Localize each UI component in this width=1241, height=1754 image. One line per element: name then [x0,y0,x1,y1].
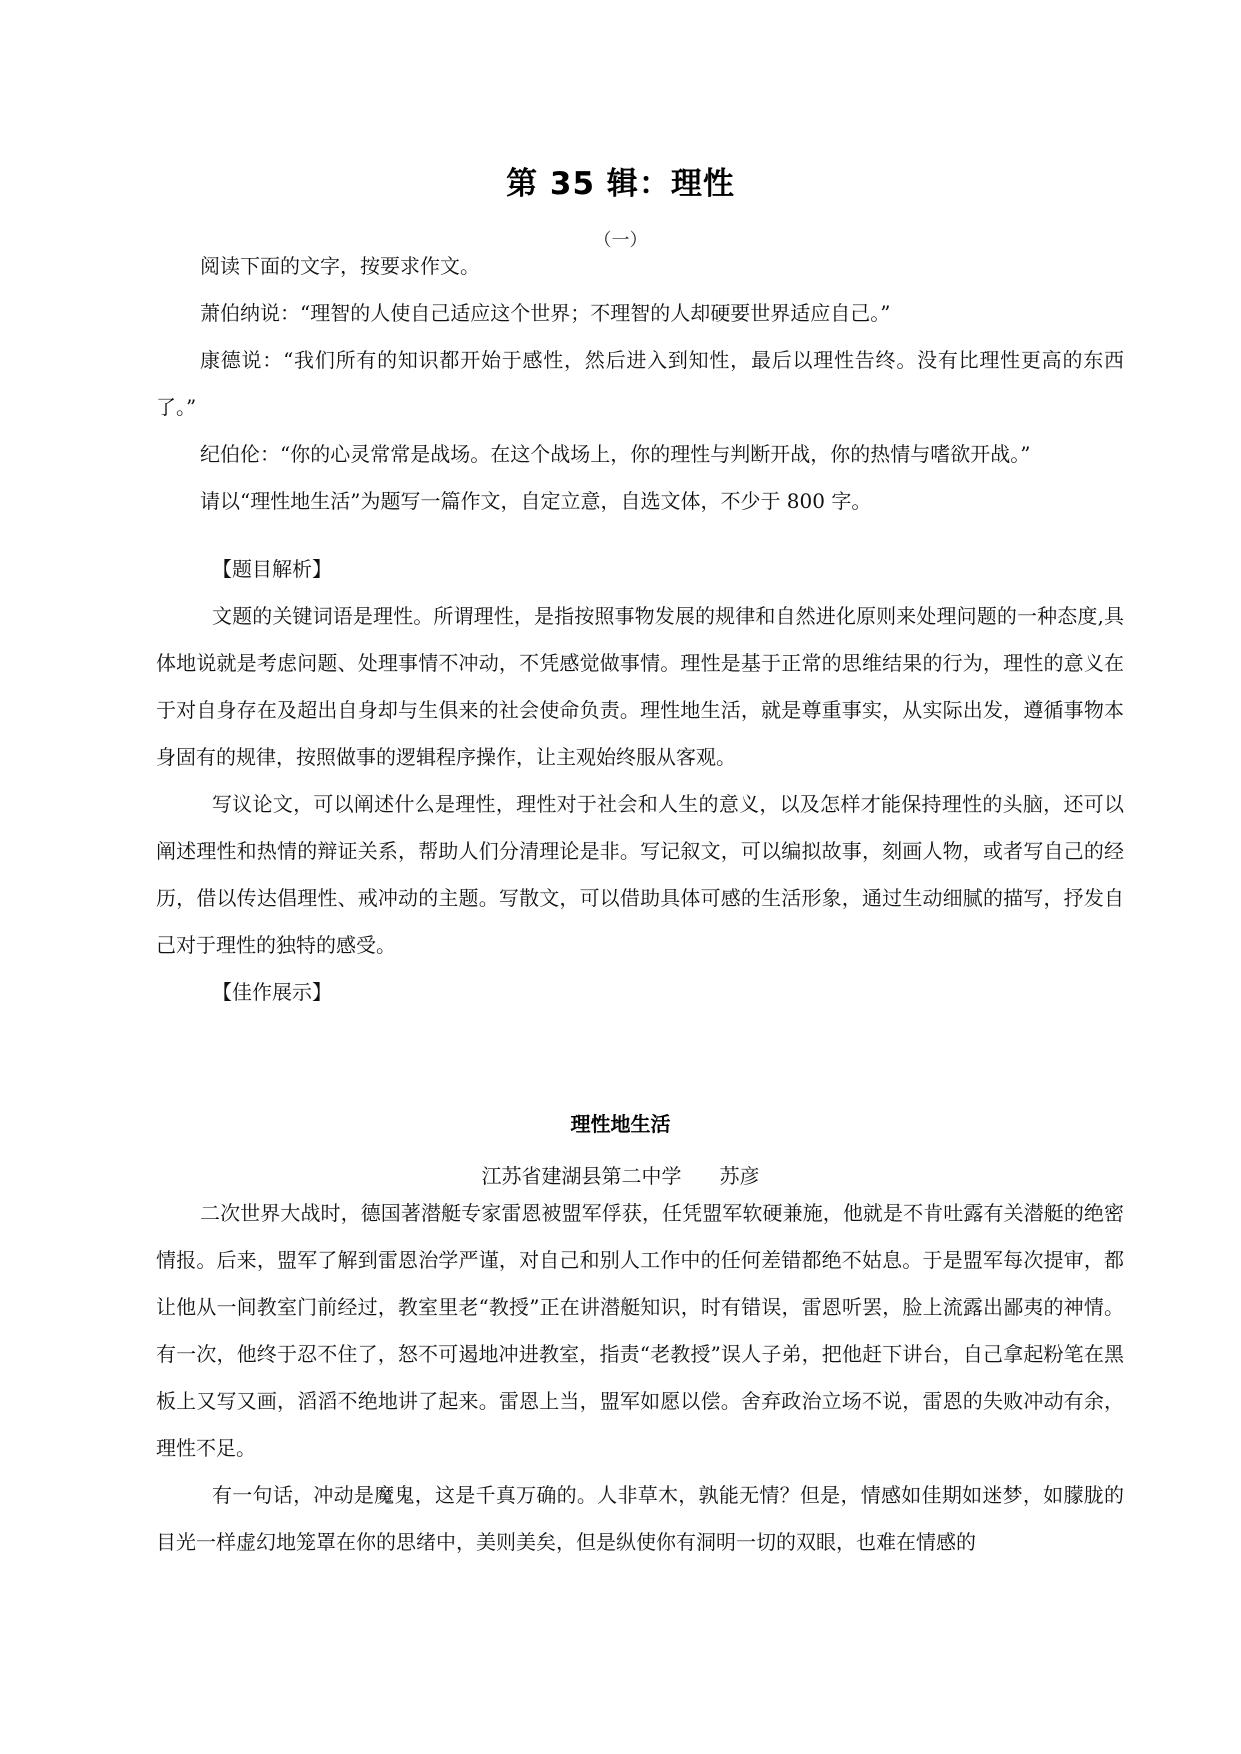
prompt-quote-gibran: 纪伯伦：“你的心灵常常是战场。在这个战场上，你的理性与判断开战，你的热情与嗜欲开战。” [200,442,1031,466]
part-number: （一） [593,230,648,251]
prompt-requirement: 请以“理性地生活”为题写一篇作文，自定立意，自选文体，不少于 800 字。 [200,489,872,513]
essay-title: 理性地生活 [570,1112,671,1136]
author-school: 江苏省建湖县第二中学 [481,1164,682,1188]
analysis-section [156,546,1124,1016]
prompt-instruction: 阅读下面的文字，按要求作文。 [200,254,480,278]
analysis-paragraph-2: 写议论文，可以阐述什么是理性，理性对于社会和人生的意义，以及怎样才能保持理性的头脑，还可以阐述理性和热情的辩证关系，帮助人们分清理论是非。写记叙文，可以编拟故事，刻画人物，或者写自己的经历，借以传达倡理性、戒冲动的主题。写散文，可以借助具体可感的生活形象，通过生动细腻的描写，抒发自己对于理性的独特的感受。 [156,792,1124,957]
author-name: 苏彦 [719,1164,760,1188]
essay-paragraph-2: 有一句话，冲动是魔鬼，这是千真万确的。人非草木，孰能无情？但是，情感如佳期如迷梦，如朦胧的目光一样虚幻地笼罩在你的思绪中，美则美矣，但是纵使你有洞明一切的双眼，也难在情感的 [156,1483,1124,1554]
essay-body [156,1190,1124,1566]
analysis-heading: 【题目解析】 [212,557,332,581]
analysis-paragraph-1: 文题的关键词语是理性。所谓理性，是指按照事物发展的规律和自然进化原则来处理问题的一种态度,具体地说就是考虑问题、处理事情不冲动，不凭感觉做事情。理性是基于正常的思维结果的行为，理性的意义在于对自身存在及超出自身却与生俱来的社会使命负责。理性地生活，就是尊重事实，从实际出发，遵循事物本身固有的规律，按照做事的逻辑程序操作，让主观始终服从客观。 [156,604,1124,769]
showcase-heading: 【佳作展示】 [212,980,332,1004]
essay-byline [0,1160,1241,1189]
prompt-quote-shaw: 萧伯纳说：“理智的人使自己适应这个世界；不理智的人却硬要世界适应自己。” [200,301,891,325]
essay-paragraph-1: 二次世界大战时，德国著潜艇专家雷恩被盟军俘获，任凭盟军软硬兼施，他就是不肯吐露有关潜艇的绝密情报。后来，盟军了解到雷恩治学严谨，对自己和别人工作中的任何差错都绝不姑息。于是盟军每次提审，都让他从一间教室门前经过，教室里老“教授”正在讲潜艇知识，时有错误，雷恩听罢，脸上流露出鄙夷的神情。有一次，他终于忍不住了，怒不可遏地冲进教室，指责“老教授”误人子弟，把他赶下讲台，自己拿起粉笔在黑板上又写又画，滔滔不绝地讲了起来。雷恩上当，盟军如愿以偿。舍弃政治立场不说，雷恩的失败冲动有余，理性不足。 [156,1201,1124,1460]
page-title: 第 35 辑：理性 [506,166,735,202]
writing-prompt [156,243,1124,525]
prompt-quote-kant: 康德说：“我们所有的知识都开始于感性，然后进入到知性，最后以理性告终。没有比理性更高的东西了。” [156,348,1124,419]
